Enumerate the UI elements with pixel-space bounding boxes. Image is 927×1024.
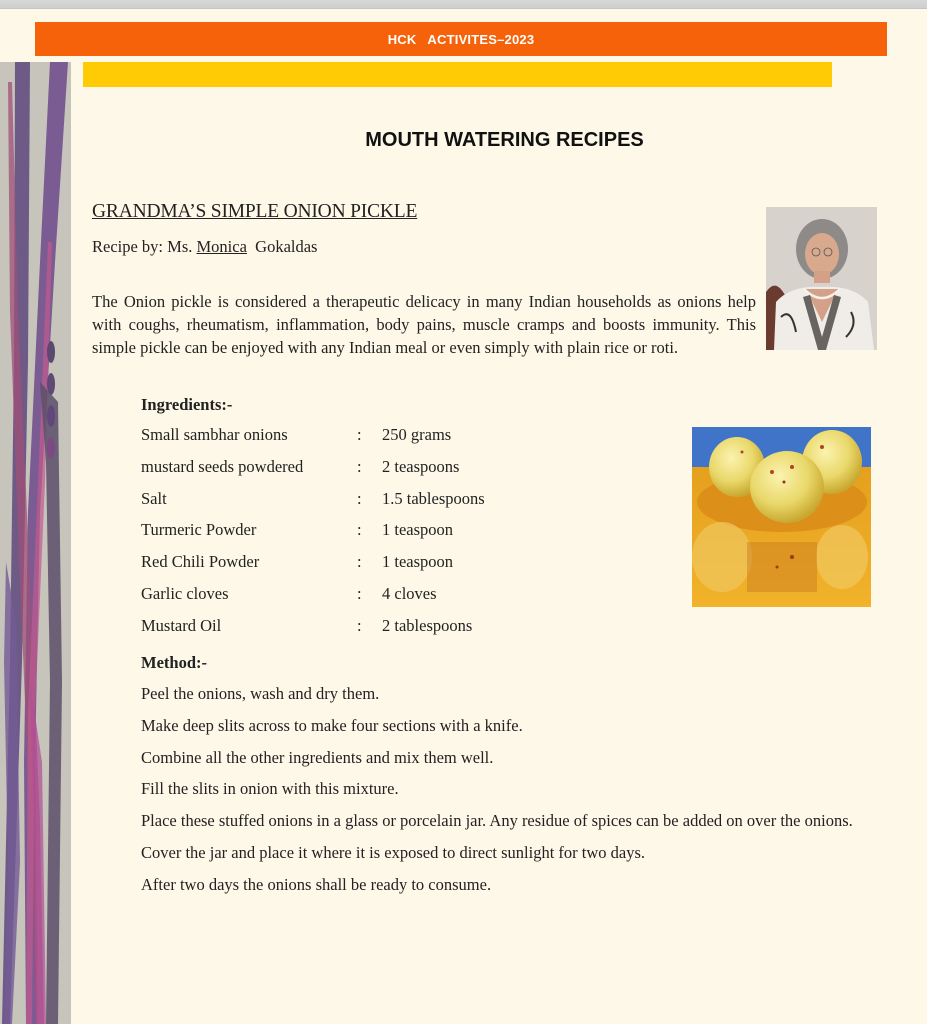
- ingredient-separator: :: [357, 583, 362, 603]
- ingredient-quantity: 2 tablespoons: [382, 615, 473, 635]
- method-step: Combine all the other ingredients and mix them well.: [141, 747, 494, 767]
- ingredient-quantity: 2 teaspoons: [382, 456, 460, 476]
- ingredient-quantity: 1.5 tablespoons: [382, 488, 485, 508]
- recipe-title: GRANDMA’S SIMPLE ONION PICKLE: [92, 201, 418, 222]
- ingredient-separator: :: [357, 615, 362, 635]
- ingredient-separator: :: [357, 456, 362, 476]
- ribbon-graphic: [0, 62, 71, 1024]
- method-step: Place these stuffed onions in a glass or porcelain jar. Any residue of spices can be added on over the onions.: [141, 811, 853, 831]
- ingredient-name: Turmeric Powder: [141, 520, 257, 540]
- author-first-name: Monica: [196, 237, 247, 256]
- method-heading: Method:-: [141, 653, 207, 672]
- method-step: Peel the onions, wash and dry them.: [141, 684, 380, 703]
- ingredient-name: mustard seeds powdered: [141, 456, 304, 476]
- ingredient-name: Garlic cloves: [141, 583, 229, 603]
- ingredient-quantity: 1 teaspoon: [382, 552, 454, 572]
- method-step: Cover the jar and place it where it is exposed to direct sunlight for two days.: [141, 842, 646, 862]
- recipe-byline: [92, 237, 317, 257]
- author-portrait-image: [766, 207, 877, 350]
- ingredient-separator: :: [357, 552, 362, 572]
- ingredient-separator: :: [357, 425, 362, 444]
- accent-band: [83, 62, 832, 87]
- ingredient-quantity: 1 teaspoon: [382, 520, 454, 540]
- portrait-graphic: [766, 207, 877, 350]
- author-last-name: Gokaldas: [246, 237, 318, 256]
- ingredient-quantity: 4 cloves: [382, 583, 437, 603]
- method-step: After two days the onions shall be ready to consume.: [141, 874, 492, 894]
- ingredient-quantity: 250 grams: [382, 425, 452, 444]
- method-step: Fill the slits in onion with this mixture.: [141, 779, 399, 799]
- ingredient-name: Red Chili Powder: [141, 552, 260, 572]
- byline-prefix: Recipe by: Ms.: [92, 237, 197, 256]
- decorative-side-ribbon: [0, 62, 71, 1024]
- ingredient-name: Small sambhar onions: [141, 425, 288, 444]
- recipe-intro-paragraph: The Onion pickle is considered a therapeutic delicacy in many Indian households as onions help with coughs, rheumatism, inflammation, body pains, muscle cramps and boosts immunity. This simple pickle can be enjoyed with any Indian meal or even simply with plain rice or roti.: [92, 292, 756, 357]
- method-step: Make deep slits across to make four sections with a knife.: [141, 715, 523, 735]
- ingredient-separator: :: [357, 488, 362, 508]
- window-top-bar: [0, 0, 927, 9]
- ingredient-name: Mustard Oil: [141, 615, 222, 635]
- pickle-graphic: [692, 427, 871, 607]
- ingredient-separator: :: [357, 520, 362, 540]
- onion-pickle-image: [692, 427, 871, 607]
- ingredient-name: Salt: [141, 488, 167, 508]
- page-title: MOUTH WATERING RECIPES: [365, 129, 644, 151]
- method-steps-list: [141, 683, 881, 906]
- ingredients-heading: Ingredients:-: [141, 395, 233, 414]
- header-banner: HCK ACTIVITES–2023: [35, 22, 887, 56]
